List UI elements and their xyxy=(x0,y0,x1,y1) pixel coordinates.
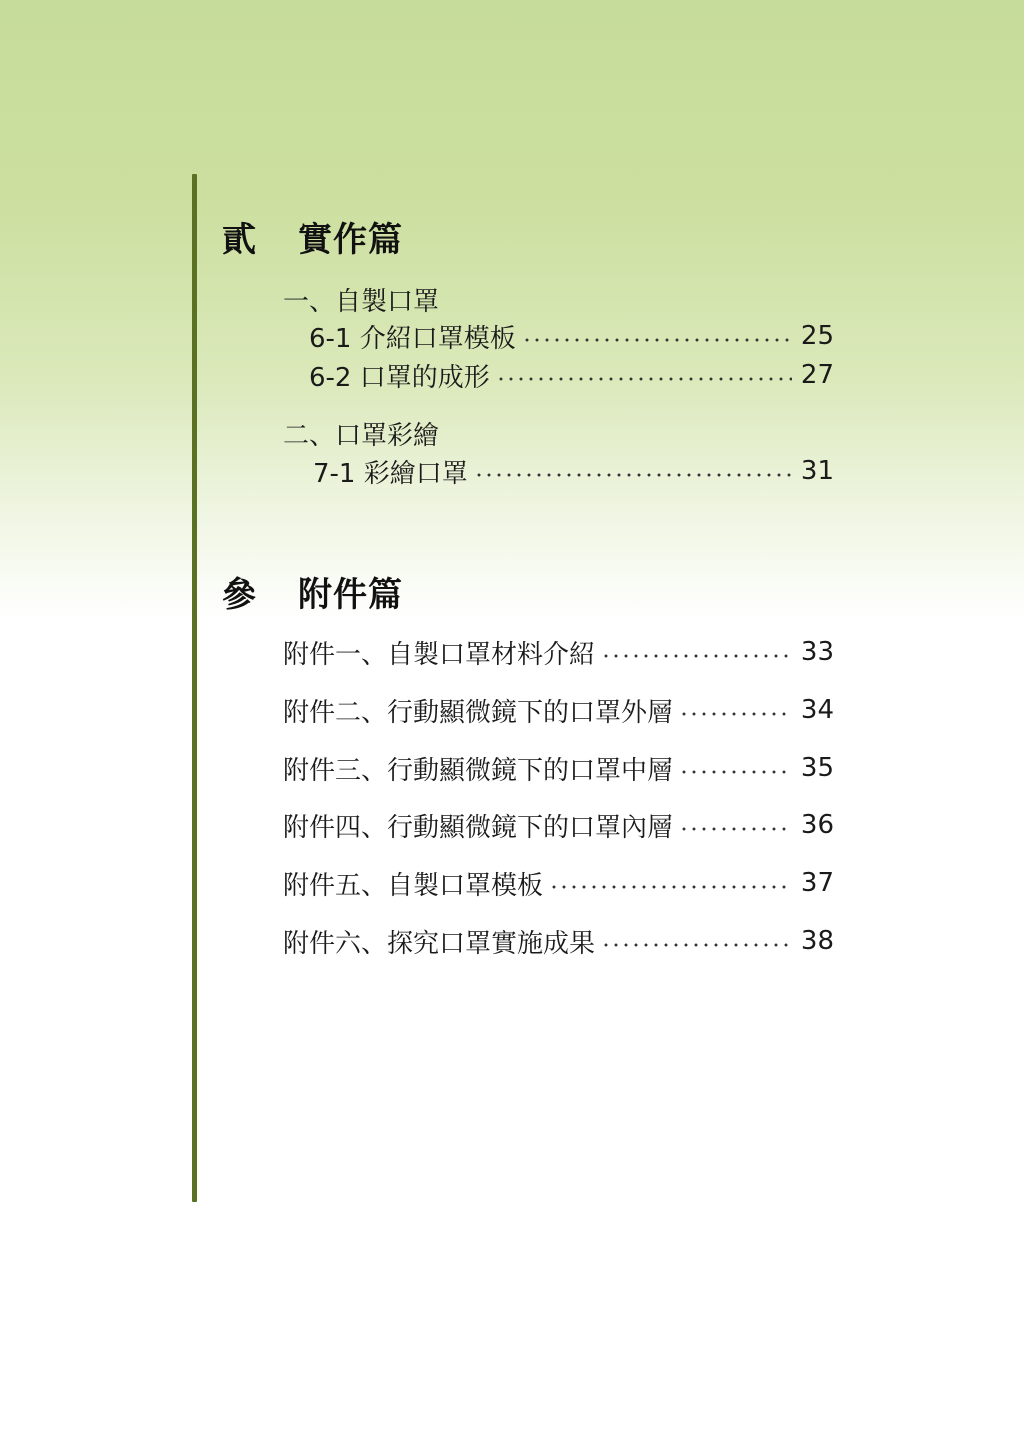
dot-leader xyxy=(522,338,792,342)
dot-leader xyxy=(679,827,792,831)
section-heading-implementation xyxy=(222,212,403,261)
dot-leader xyxy=(679,712,792,716)
toc-entry-page: 36 xyxy=(800,810,834,840)
toc-entry[interactable] xyxy=(283,923,834,959)
toc-entry-page: 25 xyxy=(800,321,834,351)
toc-entry-page: 33 xyxy=(800,637,834,667)
toc-entry-page: 31 xyxy=(800,456,834,486)
toc-entry[interactable] xyxy=(283,750,834,786)
toc-entry-label: 6-1 介紹口罩模板 xyxy=(309,323,516,354)
chapter-heading: 一、自製口罩 xyxy=(283,287,440,317)
dot-leader xyxy=(474,473,792,477)
dot-leader xyxy=(601,943,792,947)
toc-entry-page: 37 xyxy=(800,868,834,898)
section-heading-appendix xyxy=(222,567,403,616)
dot-leader xyxy=(496,377,792,381)
toc-entry-page: 38 xyxy=(800,926,834,956)
toc-entry-label: 附件六、探究口罩實施成果 xyxy=(283,928,596,959)
toc-entry[interactable] xyxy=(309,357,834,393)
toc-entry-label: 附件三、行動顯微鏡下的口罩中層 xyxy=(283,755,674,786)
toc-entry[interactable] xyxy=(283,634,834,670)
toc-entry-page: 27 xyxy=(800,360,834,390)
chapter-heading: 二、口罩彩繪 xyxy=(283,421,440,451)
toc-entry[interactable] xyxy=(313,453,834,489)
toc-entry[interactable] xyxy=(283,807,834,843)
toc-entry-label: 6-2 口罩的成形 xyxy=(309,362,490,393)
section-title: 附件篇 xyxy=(298,575,403,615)
toc-entry-label: 7-1 彩繪口罩 xyxy=(313,458,468,489)
dot-leader xyxy=(549,885,792,889)
section-title: 實作篇 xyxy=(298,220,403,260)
toc-entry[interactable] xyxy=(309,318,834,354)
toc-entry-page: 35 xyxy=(800,753,834,783)
vertical-rule xyxy=(192,174,197,1202)
toc-entry-page: 34 xyxy=(800,695,834,725)
toc-entry[interactable] xyxy=(283,692,834,728)
toc-entry-label: 附件二、行動顯微鏡下的口罩外層 xyxy=(283,697,674,728)
section-number: 貳 xyxy=(222,220,257,260)
section-number: 參 xyxy=(222,575,257,615)
dot-leader xyxy=(601,654,792,658)
toc-entry-label: 附件四、行動顯微鏡下的口罩內層 xyxy=(283,812,674,843)
toc-entry[interactable] xyxy=(283,865,834,901)
dot-leader xyxy=(679,770,792,774)
toc-entry-label: 附件一、自製口罩材料介紹 xyxy=(283,639,596,670)
toc-entry-label: 附件五、自製口罩模板 xyxy=(283,870,544,901)
